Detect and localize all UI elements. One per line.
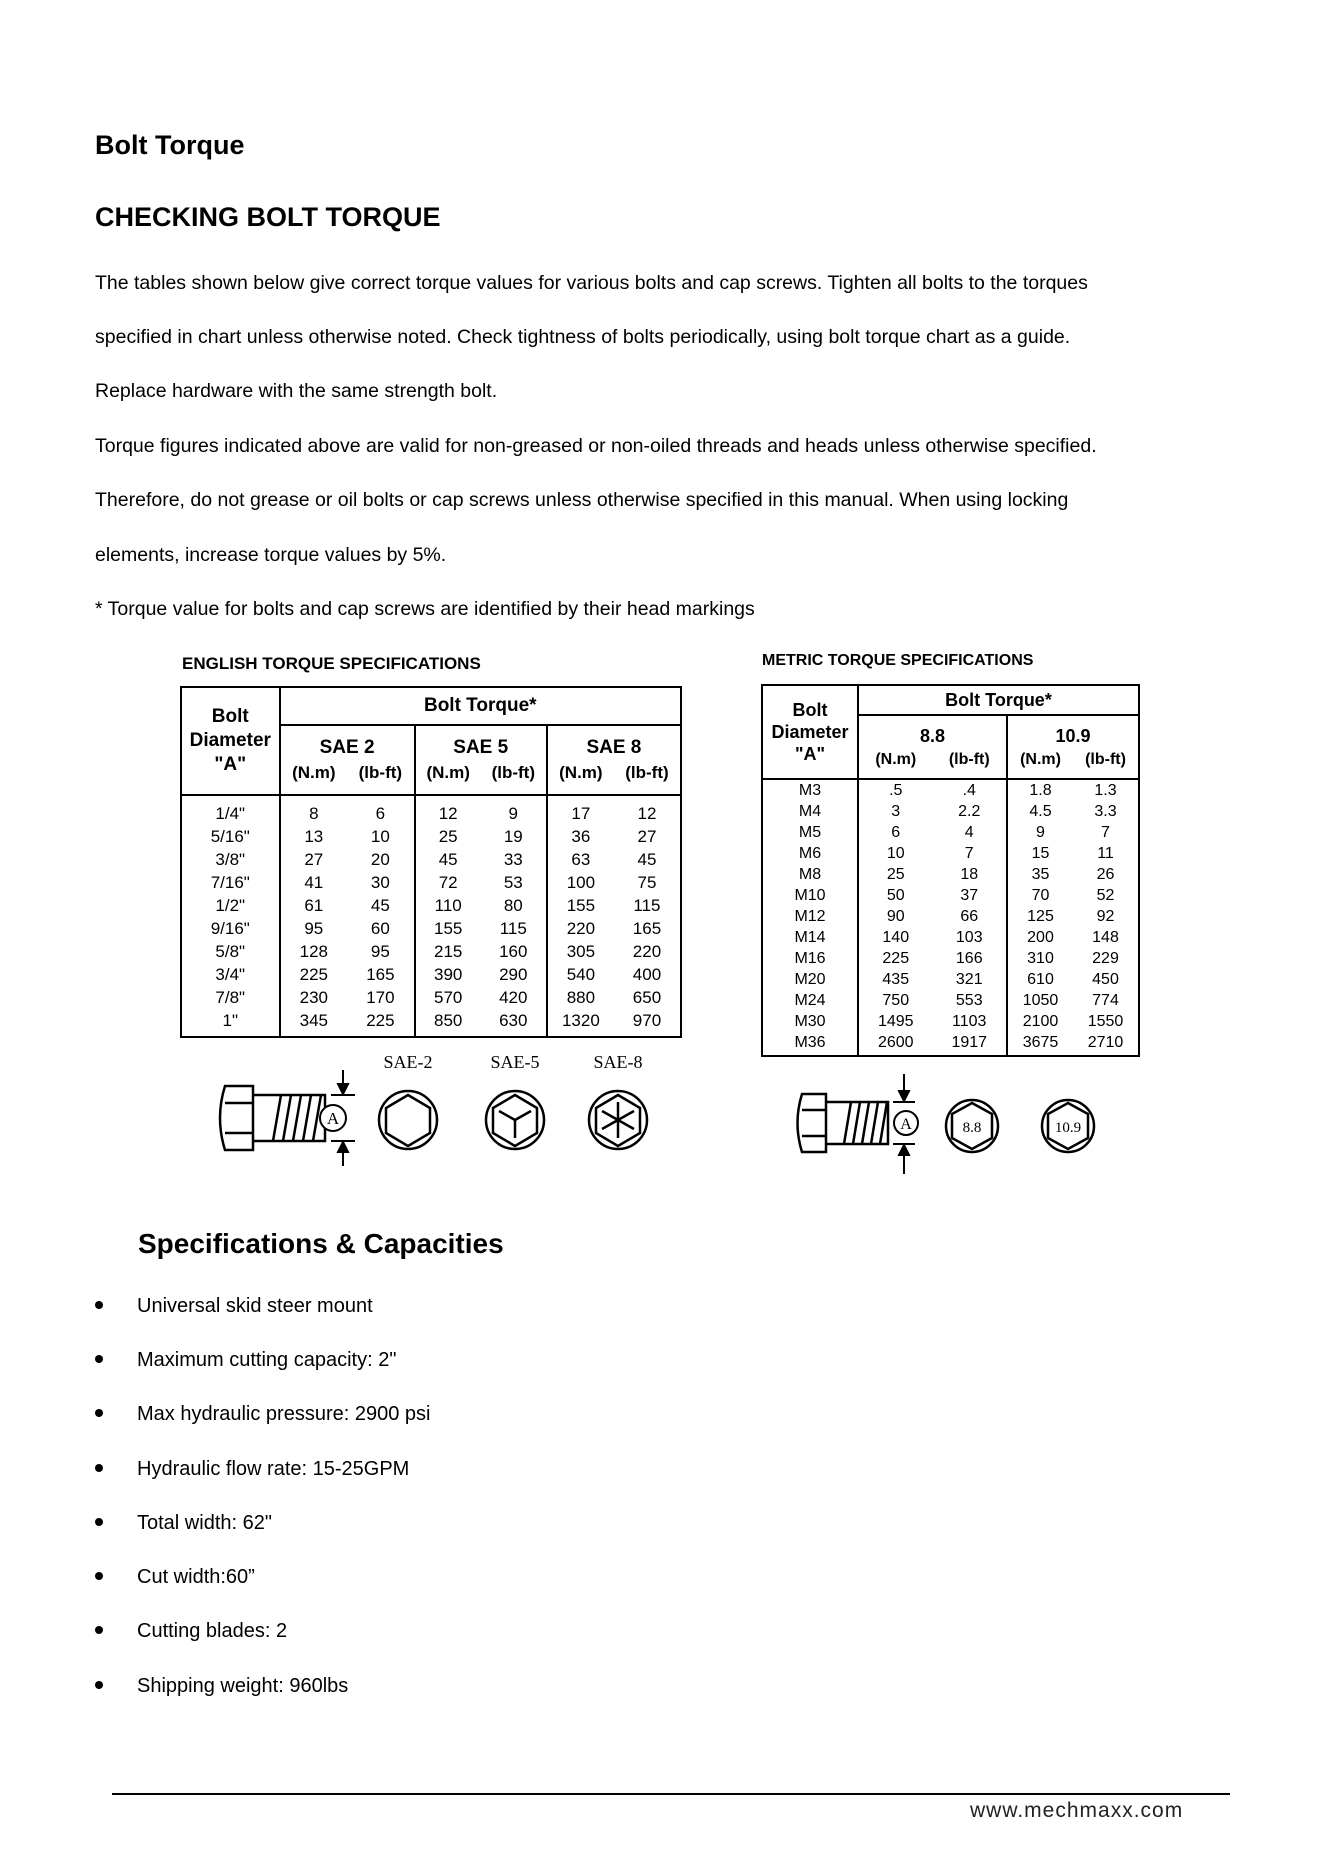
bolt-side-icon <box>798 1094 889 1152</box>
footer-url[interactable]: www.mechmaxx.com <box>970 1799 1184 1822</box>
sae5-values: 12 25 45 72 110 155 215 390 570 850 9 19 33 53 80 115 160 290 420 630 <box>415 795 547 1037</box>
grade-8-8-values: .5 3 6 10 25 50 90 140 225 435 750 1495 2600 .4 2.2 4 7 18 37 66 103 166 321 553 1103 1917 <box>858 779 1007 1056</box>
list-item: Universal skid steer mount <box>95 1292 373 1320</box>
bolt-torque-header: Bolt Torque* <box>858 685 1139 715</box>
page-title: Bolt Torque <box>95 130 245 160</box>
metric-table-title: METRIC TORQUE SPECIFICATIONS <box>762 652 1034 669</box>
bolt-torque-header: Bolt Torque* <box>280 687 681 725</box>
metric-bolt-diagram <box>790 1068 1120 1176</box>
sae2-head-icon <box>379 1091 437 1149</box>
paragraph-line: elements, increase torque values by 5%. <box>95 544 447 566</box>
specs-heading: Specifications & Capacities <box>138 1228 504 1259</box>
bullet-icon <box>95 1518 103 1526</box>
sae2-values: 8 13 27 41 61 95 128 225 230 345 6 10 20 30 45 60 95 165 170 225 <box>280 795 415 1037</box>
diameter-letter: A <box>326 1109 340 1128</box>
list-item: Cut width:60” <box>95 1563 255 1591</box>
english-bolt-diagram <box>205 1048 665 1168</box>
english-table-title: ENGLISH TORQUE SPECIFICATIONS <box>182 654 481 673</box>
paragraph-line: The tables shown below give correct torque values for various bolts and cap screws. Tighten all bolts to the torques <box>95 272 1088 294</box>
list-item: Shipping weight: 960lbs <box>95 1672 348 1700</box>
sae5-header: SAE 5 (N.m) (lb-ft) <box>415 725 547 795</box>
list-item: Hydraulic flow rate: 15-25GPM <box>95 1455 409 1483</box>
paragraph-line: Torque figures indicated above are valid for non-greased or non-oiled threads and heads unless otherwise specified. <box>95 435 1097 457</box>
paragraph-line: Therefore, do not grease or oil bolts or cap screws unless otherwise specified in this manual. When using locking <box>95 489 1069 511</box>
grade-10-9-mark: 10.9 <box>1054 1120 1082 1136</box>
english-torque-table <box>180 686 682 1038</box>
diameter-column: M3 M4 M5 M6 M8 M10 M12 M14 M16 M20 M24 M30 M36 <box>794 782 826 1051</box>
bullet-icon <box>95 1572 103 1580</box>
sae5-label: SAE-5 <box>490 1052 540 1072</box>
list-item: Max hydraulic pressure: 2900 psi <box>95 1400 430 1428</box>
metric-torque-table <box>761 684 1140 1057</box>
bullet-icon <box>95 1626 103 1634</box>
sae8-header: SAE 8 (N.m) (lb-ft) <box>547 725 681 795</box>
bolt-diameter-header: Bolt Diameter "A" <box>181 687 280 795</box>
bullet-icon <box>95 1409 103 1417</box>
paragraph-line: Replace hardware with the same strength bolt. <box>95 380 498 402</box>
sae8-values: 17 36 63 100 155 220 305 540 880 1320 12 27 45 75 115 165 220 400 650 970 <box>547 795 681 1037</box>
sae2-label: SAE-2 <box>383 1052 433 1072</box>
section-title: CHECKING BOLT TORQUE <box>95 202 441 232</box>
paragraph-line: specified in chart unless otherwise noted. Check tightness of bolts periodically, using bolt torque chart as a guide. <box>95 326 1071 348</box>
diameter-column: 1/4" 5/16" 3/8" 7/16" 1/2" 9/16" 5/8" 3/4" 7/8" 1" <box>210 804 250 1030</box>
sae8-head-icon <box>589 1091 647 1149</box>
bolt-side-icon <box>220 1086 325 1150</box>
diameter-letter: A <box>900 1116 912 1133</box>
grade-8-8-header: 8.8 (N.m) (lb-ft) <box>858 715 1007 779</box>
list-item: Total width: 62" <box>95 1509 272 1537</box>
list-item: Maximum cutting capacity: 2" <box>95 1346 396 1374</box>
bullet-icon <box>95 1681 103 1689</box>
sae2-header: SAE 2 (N.m) (lb-ft) <box>280 725 415 795</box>
footer-divider <box>112 1793 1230 1795</box>
bullet-icon <box>95 1464 103 1472</box>
bolt-diameter-header: Bolt Diameter "A" <box>762 685 858 779</box>
list-item: Cutting blades: 2 <box>95 1617 287 1645</box>
sae8-label: SAE-8 <box>593 1052 643 1072</box>
grade-10-9-values: 1.8 4.5 9 15 35 70 125 200 310 610 1050 2100 3675 1.3 3.3 7 11 26 52 92 148 229 450 774 1550 2710 <box>1007 779 1139 1056</box>
bullet-icon <box>95 1301 103 1309</box>
sae5-head-icon <box>486 1091 544 1149</box>
grade-8-8-mark: 8.8 <box>962 1120 982 1136</box>
footnote-line: * Torque value for bolts and cap screws are identified by their head markings <box>95 598 755 620</box>
grade-10-9-header: 10.9 (N.m) (lb-ft) <box>1007 715 1139 779</box>
bullet-icon <box>95 1355 103 1363</box>
